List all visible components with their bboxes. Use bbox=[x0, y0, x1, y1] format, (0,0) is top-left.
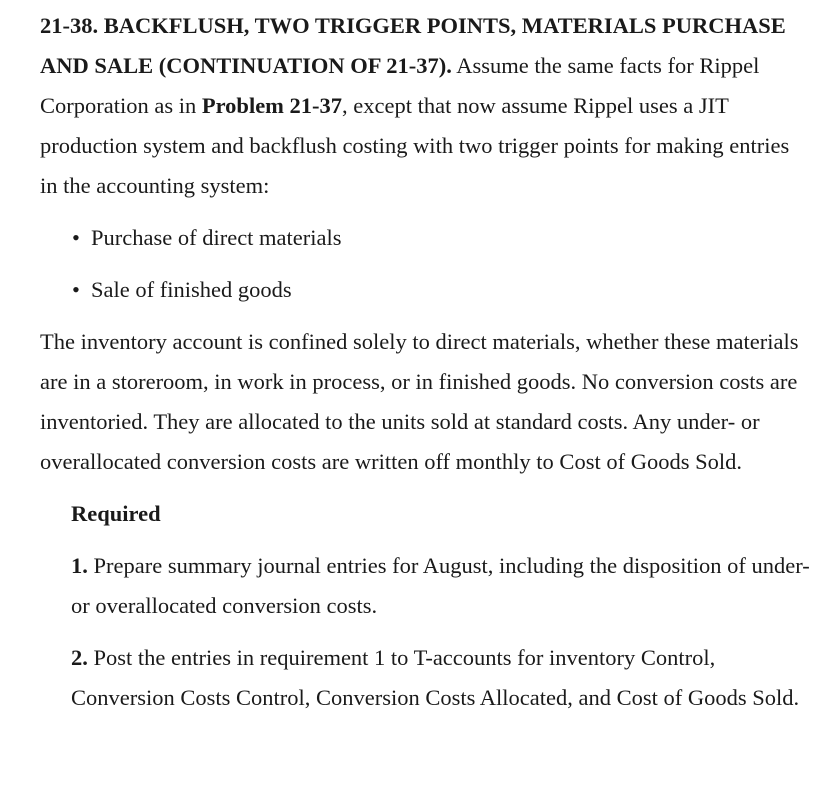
required-section bbox=[40, 494, 812, 718]
list-item-text: Sale of finished goods bbox=[91, 277, 292, 302]
requirement-number: 1. bbox=[71, 553, 88, 578]
required-title: Required bbox=[71, 501, 161, 526]
list-item bbox=[72, 218, 812, 258]
bullet-icon: • bbox=[72, 277, 80, 302]
problem-document bbox=[40, 6, 812, 730]
list-item bbox=[72, 270, 812, 310]
requirement-text: Post the entries in requirement 1 to T-accounts for inventory Control, Conversion Costs Control, Conversion Costs Allocated, and Cost of Goods Sold. bbox=[71, 645, 800, 710]
requirement-number: 2. bbox=[71, 645, 88, 670]
intro-text-start: Assume the same facts for Rippel Corporation as in bbox=[40, 53, 760, 118]
requirement-item bbox=[71, 546, 812, 626]
body-paragraph: The inventory account is confined solely to direct materials, whether these materials are in a storeroom, in work in process, or in finished goods. No conversion costs are inventoried. They are allocated to the units sold at standard costs. Any under- or overallocated conversion costs are written off monthly to Cost of Goods Sold. bbox=[40, 329, 799, 474]
problem-heading: 21-38. BACKFLUSH, TWO TRIGGER POINTS, MATERIALS PURCHASE AND SALE (CONTINUATION OF 21-37). bbox=[40, 13, 786, 78]
requirement-item bbox=[71, 638, 812, 718]
intro-text-end: , except that now assume Rippel uses a JIT production system and backflush costing with two trigger points for making entries in the accounting system: bbox=[40, 93, 790, 198]
problem-intro bbox=[40, 6, 812, 206]
trigger-point-list bbox=[40, 218, 812, 310]
requirement-text: Prepare summary journal entries for August, including the disposition of under- or overallocated conversion costs. bbox=[71, 553, 810, 618]
bullet-icon: • bbox=[72, 225, 80, 250]
list-item-text: Purchase of direct materials bbox=[91, 225, 342, 250]
problem-reference: Problem 21-37 bbox=[201, 93, 343, 118]
